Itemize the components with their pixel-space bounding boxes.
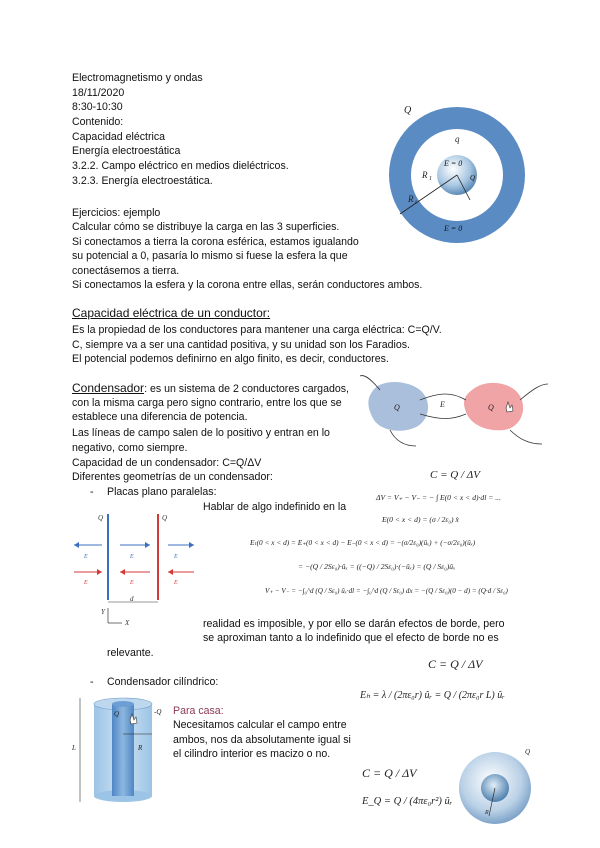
label-R1: R [422,170,428,180]
spherical-capacitor-figure [455,748,535,828]
cylinder-bullet: - [90,676,94,688]
eq-potential-integral: V₊ − V₋ = −∫₀^d (Q / Sε₀) ûₓ·dl = −∫₀^d (Q / Sε₀) dx = −(Q / Sε₀)(0 − d) = (Q·d / Sε₀) [265,587,508,595]
parallel-plates-figure [68,508,200,626]
label-R2-sub: i [415,200,417,206]
condensador-line: Diferentes geometrías de un condensador: [72,471,273,483]
label-L: L [72,744,76,752]
eq-potential-diff: ΔV = V₊ − V₋ = − ∫ E(0 < x < d)·dl = ... [376,493,501,502]
field-label: E [130,554,134,560]
field-label: E [84,580,88,586]
two-conductors-figure [360,370,550,450]
condensador-term: Condensador [72,381,145,395]
label-R2: R [408,194,414,204]
contents-item: 3.2.3. Energía electroestática. [72,175,213,187]
exercise-line: su potencial a 0, pasaría lo mismo si fuese la esfera la que [72,250,348,262]
blob-right-label: Q [488,403,494,412]
condensador-line: Las líneas de campo salen de lo positivo y entran en lo [72,427,330,439]
field-label: E [174,554,178,560]
eq-sph-capacitance: C = Q / ΔV [362,766,417,780]
eq-total-field: Eₜ(0 < x < d) = E₊(0 < x < d) − E₋(0 < x < d) = −(σ/2ε₀)(ûₓ) + (−σ/2ε₀)(ûₓ) [250,538,476,547]
condensador-def-rest: : es un sistema de 2 conductores cargados, [144,383,349,395]
cylindrical-capacitor-figure [70,694,170,806]
home-line: el cilindro interior es macizo o no. [173,748,331,760]
exercise-line: Calcular cómo se distribuye la carga en las 3 superficies. [72,221,340,233]
eq-capacitance: C = Q / ΔV [430,469,480,481]
label-Q: Q [525,748,531,756]
plate-label-left: Q [98,514,104,522]
capacity-line: Es la propiedad de los conductores para mantener una carga eléctrica: C=Q/V. [72,324,442,336]
eq-cyl-capacitance: C = Q / ΔV [428,657,483,671]
label-q: q [455,134,460,144]
capacity-heading: Capacidad eléctrica de un conductor: [72,306,271,320]
blob-left-label: Q [394,403,400,412]
plates-last: relevante. [107,647,154,659]
contents-label: Contenido: [72,116,124,128]
plates-bullet: - [90,486,94,498]
eq-sph-field: E_Q = Q / (4πε₀r²) ûᵣ [362,796,453,807]
eq-field: E(0 < x < d) = (σ / 2ε₀) x̂ [382,515,459,524]
label-Q: Q [404,105,412,116]
exercise-line: Si conectamos a tierra la corona esférica, estamos igualando [72,236,359,248]
plates-title: Placas plano paralelas: [107,486,217,498]
home-line: Necesitamos calcular el campo entre [173,719,347,731]
capacity-line: C, siempre va a ser una cantidad positiva, y su unidad son los Faradios. [72,339,411,351]
axis-y-label: Y [101,608,105,616]
plates-intro: Hablar de algo indefinido en la [203,501,347,513]
exercise-line: conectásemos a tierra. [72,265,180,277]
home-line: ambos, nos da absolutamente igual si [173,734,351,746]
label-R: R [485,810,489,816]
field-outer-label: E = 0 [444,224,463,233]
distance-label: d [130,595,134,603]
condensador-line: negativo, como siempre. [72,442,188,454]
condensador-definition [72,381,349,397]
lecture-date: 18/11/2020 [72,87,125,99]
exercise-line: Si conectamos la esfera y la corona entre ellas, serán conductores ambos. [72,279,423,291]
field-label: E [130,580,134,586]
home-label: Para casa: [173,705,224,717]
eq-total-field-2: = −(Q / 2Sε₀)·ûₓ = ((−Q) / 2Sε₀)·(−ûₓ) = (Q / Sε₀)ûₓ [298,562,456,571]
contents-item: 3.2.2. Campo eléctrico en medios dieléctricos. [72,160,289,172]
plate-label-right: Q [162,514,168,522]
contents-item: Energía electroestática [72,145,181,157]
capacity-line: El potencial podemos definirno en algo finito, es decir, conductores. [72,353,389,365]
charge-center-label: Q [470,174,476,182]
plates-continuation: realidad es imposible, y por ello se darán efectos de borde, pero [203,618,505,630]
field-label: E [84,554,88,560]
label-Q-outer: -Q [154,708,162,716]
axis-x-label: X [125,619,130,626]
condensador-line: con la misma carga pero signo contrario, entre los que se [72,397,342,409]
label-Q-inner: Q [114,710,120,718]
condensador-line: Capacidad de un condensador: C=Q/ΔV [72,457,262,469]
exercise-label: Ejercicios: ejemplo [72,207,161,219]
field-inner-label: E = 0 [444,159,463,168]
plates-continuation: se aproximan tanto a lo indefinido que el efecto de borde no es [203,632,499,644]
blob-middle-label: E [440,400,445,409]
field-label: E [174,580,178,586]
course-title: Electromagnetismo y ondas [72,72,203,84]
spherical-shell-figure [382,100,532,250]
lecture-time: 8:30-10:30 [72,101,123,113]
label-R: R [138,744,143,752]
condensador-line: establece una diferencia de potencia. [72,411,248,423]
label-R1-sub: 1 [429,176,432,182]
cylinder-title: Condensador cilíndrico: [107,676,219,688]
contents-item: Capacidad eléctrica [72,131,166,143]
eq-cyl-field: Eₕ = λ / (2πε₀r) ûᵣ = Q / (2πε₀r L) ûᵣ [360,690,505,701]
